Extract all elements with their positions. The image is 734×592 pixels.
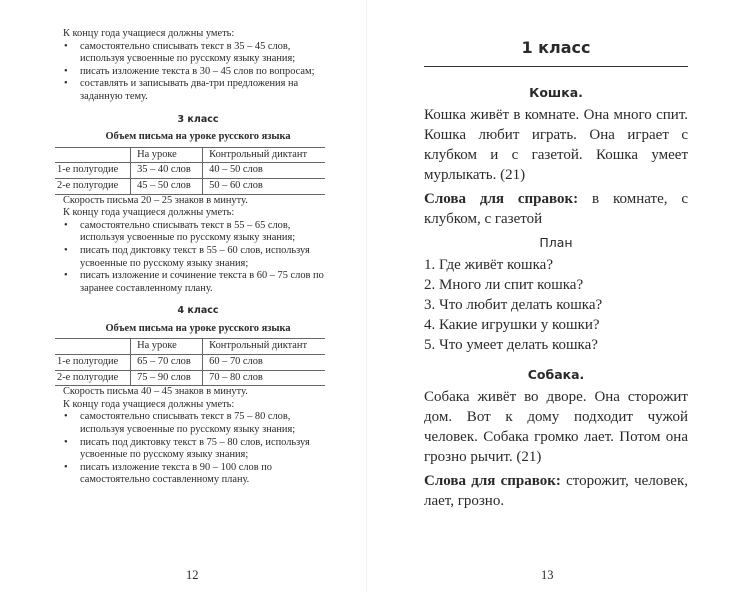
reference-label: Слова для справок: (424, 191, 579, 207)
grade4-heading: 4 класс (177, 305, 219, 317)
reference-text: сторожит, человек, лает, грозно. (424, 473, 688, 509)
story-title: Собака. (527, 367, 585, 382)
intro-text: К концу года учащиеся должны уметь: (63, 28, 235, 39)
table-cell: На уроке (131, 339, 203, 355)
table-cell (55, 339, 131, 355)
list-item: • писать изложение текста в 90 – 100 слов по самостоятельно составленному плану. (63, 462, 333, 487)
table-cell: 45 – 50 слов (131, 178, 203, 194)
plan-item: 5. Что умеет делать кошка? (424, 337, 598, 353)
table-row (55, 178, 325, 194)
table-cell: 70 – 80 слов (203, 370, 325, 386)
plan-heading: План (539, 235, 573, 250)
table-cell: На уроке (131, 147, 203, 163)
table-cell: 60 – 70 слов (203, 355, 325, 371)
list-item: • самостоятельно списывать текст в 35 – 45 слов, используя усвоенные по русскому языку знания; (63, 41, 333, 66)
table-row (55, 370, 325, 386)
table-cell: Контрольный диктант (203, 147, 325, 163)
grade4-skills-list (63, 411, 333, 487)
story-text: Кошка живёт в комнате. Она много спит. Кошка любит играть. Она играет с клубком и с газетой. Кошка умеет мурлыкать. (21) (424, 107, 688, 183)
table-cell: 1-е полугодие (55, 355, 131, 371)
page-number-left: 12 (186, 568, 199, 582)
table-cell: 2-е полугодие (55, 370, 131, 386)
table-row (55, 355, 325, 371)
grade3-skills-list (63, 220, 333, 296)
left-page (57, 28, 333, 487)
story-text: Собака живёт во дворе. Она сторожит дом. Вот к дому подходит чужой человек. Собака громко лает. Потом она грозно рычит. (21) (424, 389, 688, 465)
grade2-skills-list (63, 41, 333, 104)
table-cell: 2-е полугодие (55, 178, 131, 194)
plan-item: 3. Что любит делать кошка? (424, 297, 603, 313)
grade4-table-title: Объем письма на уроке русского языка (105, 322, 291, 334)
table-cell: 50 – 60 слов (203, 178, 325, 194)
list-item: • писать изложение и сочинение текста в 60 – 75 слов по заранее составленному плану. (63, 270, 333, 295)
list-item: • самостоятельно списывать текст в 75 – 80 слов, используя усвоенные по русскому языку знания; (63, 411, 333, 436)
page-gutter (366, 0, 367, 592)
table-cell: 1-е полугодие (55, 163, 131, 179)
list-item: • писать под диктовку текст в 75 – 80 слов, используя усвоенные по русскому языку знания; (63, 437, 333, 462)
reference-label: Слова для справок: (424, 473, 561, 489)
reference-words (424, 189, 688, 229)
list-item: • самостоятельно списывать текст в 55 – 65 слов, используя усвоенные по русскому языку знания; (63, 220, 333, 245)
table-header-row (55, 339, 325, 355)
page-number-right: 13 (541, 568, 554, 582)
grade3-speed: Скорость письма 20 – 25 знаков в минуту. (63, 194, 248, 206)
list-item: • составлять и записывать два-три предложения на заданную тему. (63, 78, 333, 103)
table-cell: Контрольный диктант (203, 339, 325, 355)
grade4-intro: К концу года учащиеся должны уметь: (63, 398, 235, 410)
right-page (424, 38, 688, 511)
reference-words (424, 471, 688, 511)
list-item: • писать под диктовку текст в 55 – 60 слов, используя усвоенные по русскому языку знания; (63, 245, 333, 270)
table-cell: 75 – 90 слов (131, 370, 203, 386)
plan-item: 4. Какие игрушки у кошки? (424, 317, 600, 333)
story-title: Кошка. (529, 85, 583, 100)
grade3-table (55, 147, 325, 195)
grade4-speed: Скорость письма 40 – 45 знаков в минуту. (63, 386, 248, 398)
plan-list (424, 255, 688, 355)
grade3-intro: К концу года учащиеся должны уметь: (63, 207, 235, 219)
reference-text: в комнате, с клубком, с газетой (424, 191, 689, 227)
plan-item: 1. Где живёт кошка? (424, 257, 553, 273)
table-row (55, 163, 325, 179)
table-cell: 65 – 70 слов (131, 355, 203, 371)
table-cell (55, 147, 131, 163)
grade3-table-title: Объем письма на уроке русского языка (105, 131, 291, 143)
plan-item: 2. Много ли спит кошка? (424, 277, 584, 293)
list-item: • писать изложение текста в 30 – 45 слов по вопросам; (63, 66, 333, 79)
grade4-table (55, 338, 325, 386)
table-header-row (55, 147, 325, 163)
grade3-heading: 3 класс (177, 113, 219, 125)
table-cell: 35 – 40 слов (131, 163, 203, 179)
grade1-heading: 1 класс (424, 38, 688, 67)
table-cell: 40 – 50 слов (203, 163, 325, 179)
